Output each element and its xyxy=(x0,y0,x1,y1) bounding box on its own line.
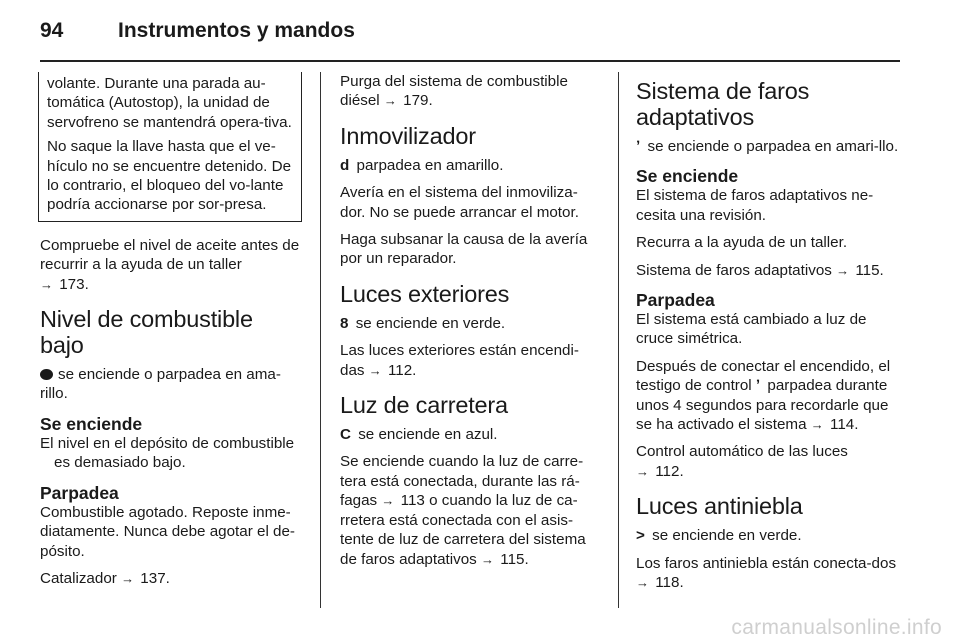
afs-on-paragraph: Recurra a la ayuda de un taller. xyxy=(636,234,848,252)
page-ref-link[interactable]: 112. xyxy=(655,462,684,480)
fuel-on-heading: Se enciende xyxy=(40,413,143,434)
note-box xyxy=(38,72,302,222)
page-ref-icon: → xyxy=(121,570,135,586)
watermark: carmanualsonline.info xyxy=(731,616,942,639)
fog-lights-heading: Luces antiniebla xyxy=(636,493,803,520)
page-ref-link[interactable]: 173. xyxy=(59,275,89,293)
adaptive-headlights-icon: ʼ xyxy=(755,377,761,395)
fog-lights-icon: > xyxy=(636,527,645,545)
page-ref-link[interactable]: 112. xyxy=(387,361,417,379)
fuel-on-paragraph: El nivel en el depósito de combustible es demasiado bajo. xyxy=(40,434,295,472)
page-ref-link[interactable]: 179. xyxy=(403,92,433,110)
exterior-lights-paragraph: Las luces exteriores están encendi-das → 112. xyxy=(340,342,579,379)
note-paragraph: volante. Durante una parada au-tomática (Autostop), la unidad de servofreno se mantendrá opera-tiva. xyxy=(47,75,292,131)
catalyst-paragraph: Catalizador → 137. xyxy=(40,569,170,587)
high-beam-paragraph: Se enciende cuando la luz de carre-tera está conectada, durante las rá-fagas → 113 o cuando la luz de ca-rretera está conectada con el asis-tente de luz de carretera del sistema de faros adaptativos → 115. xyxy=(340,453,586,568)
high-beam-heading: Luz de carretera xyxy=(340,392,508,419)
fog-lights-paragraph: > se enciende en verde. xyxy=(636,527,802,545)
fuel-blink-heading: Parpadea xyxy=(40,482,119,503)
page-ref-link[interactable]: 113 xyxy=(400,492,425,510)
oil-check-paragraph: Compruebe el nivel de aceite antes de recurrir a la ayuda de un taller → 173. xyxy=(40,236,300,293)
page-ref-link[interactable]: 114. xyxy=(830,416,859,434)
afs-on-paragraph: Sistema de faros adaptativos → 115. xyxy=(636,261,884,279)
afs-on-heading: Se enciende xyxy=(636,166,739,187)
exterior-lights-heading: Luces exteriores xyxy=(340,280,510,307)
page-ref-link[interactable]: 115. xyxy=(500,550,529,568)
immobiliser-paragraph: Haga subsanar la causa de la avería por un reparador. xyxy=(340,231,588,268)
page-title: Instrumentos y mandos xyxy=(118,19,355,42)
immobiliser-paragraph: Avería en el sistema del inmoviliza-dor. No se puede arrancar el motor. xyxy=(340,184,579,221)
page-ref-link[interactable]: 118. xyxy=(655,574,684,592)
adaptive-headlights-paragraph: ʼ se enciende o parpadea en amari-llo. xyxy=(636,138,899,155)
exterior-lights-icon: 8 xyxy=(340,314,349,332)
page-ref-icon: → xyxy=(636,463,649,479)
column-divider-left xyxy=(320,72,321,608)
page-ref-icon: → xyxy=(383,93,397,109)
afs-blink-heading: Parpadea xyxy=(636,290,715,311)
immobiliser-icon: d xyxy=(340,156,350,174)
page-ref-icon: → xyxy=(836,262,850,278)
fuel-low-paragraph: se enciende o parpadea en ama-rillo. xyxy=(40,366,281,403)
fog-lights-paragraph: Los faros antiniebla están conecta-dos → 118. xyxy=(636,554,897,592)
fuel-warning-icon xyxy=(40,369,53,380)
column-middle xyxy=(340,72,602,577)
adaptive-headlights-icon: ʼ xyxy=(636,138,641,155)
high-beam-icon: C xyxy=(340,426,351,444)
page-ref-icon: → xyxy=(381,493,395,509)
afs-blink-paragraph: Después de conectar el encendido, el testigo de control ʼ parpadea durante unos 4 segundos para recordarle que se ha activado el sistema → 114. xyxy=(636,357,891,434)
page-ref-icon: → xyxy=(481,551,495,567)
page-ref-link[interactable]: 115. xyxy=(855,261,884,279)
fuel-low-heading: Nivel de combustible bajo xyxy=(40,306,253,359)
immobiliser-paragraph: d parpadea en amarillo. xyxy=(340,156,504,174)
exterior-lights-paragraph: 8 se enciende en verde. xyxy=(340,314,506,332)
column-left xyxy=(40,72,302,596)
auto-lights-paragraph: Control automático de las luces → 112. xyxy=(636,443,848,480)
fuel-blink-paragraph: Combustible agotado. Reposte inme-diatamente. Nunca debe agotar el de-pósito. xyxy=(40,503,295,560)
note-paragraph: No saque la llave hasta que el ve-hículo no se encuentre detenido. De lo contrario, el bloqueo del vo-lante podría accionarse por sor-presa. xyxy=(47,138,292,214)
afs-on-paragraph: El sistema de faros adaptativos ne-cesita una revisión. xyxy=(636,187,874,224)
page-ref-link[interactable]: 137. xyxy=(140,569,170,587)
adaptive-headlights-heading: Sistema de faros adaptativos xyxy=(636,78,810,130)
page-header xyxy=(0,0,960,62)
immobiliser-heading: Inmovilizador xyxy=(340,122,476,149)
page-ref-icon: → xyxy=(810,417,824,433)
fuel-purge-paragraph: Purga del sistema de combustible diésel → 179. xyxy=(340,73,568,110)
high-beam-paragraph: C se enciende en azul. xyxy=(340,426,498,444)
header-divider xyxy=(40,60,900,62)
page-ref-icon: → xyxy=(368,362,382,378)
afs-blink-paragraph: El sistema está cambiado a luz de cruce simétrica. xyxy=(636,311,867,348)
page-ref-icon: → xyxy=(636,575,649,591)
column-divider-right xyxy=(618,72,619,608)
page-ref-icon: → xyxy=(40,276,53,292)
column-right xyxy=(636,72,902,601)
page-number: 94 xyxy=(40,19,64,42)
